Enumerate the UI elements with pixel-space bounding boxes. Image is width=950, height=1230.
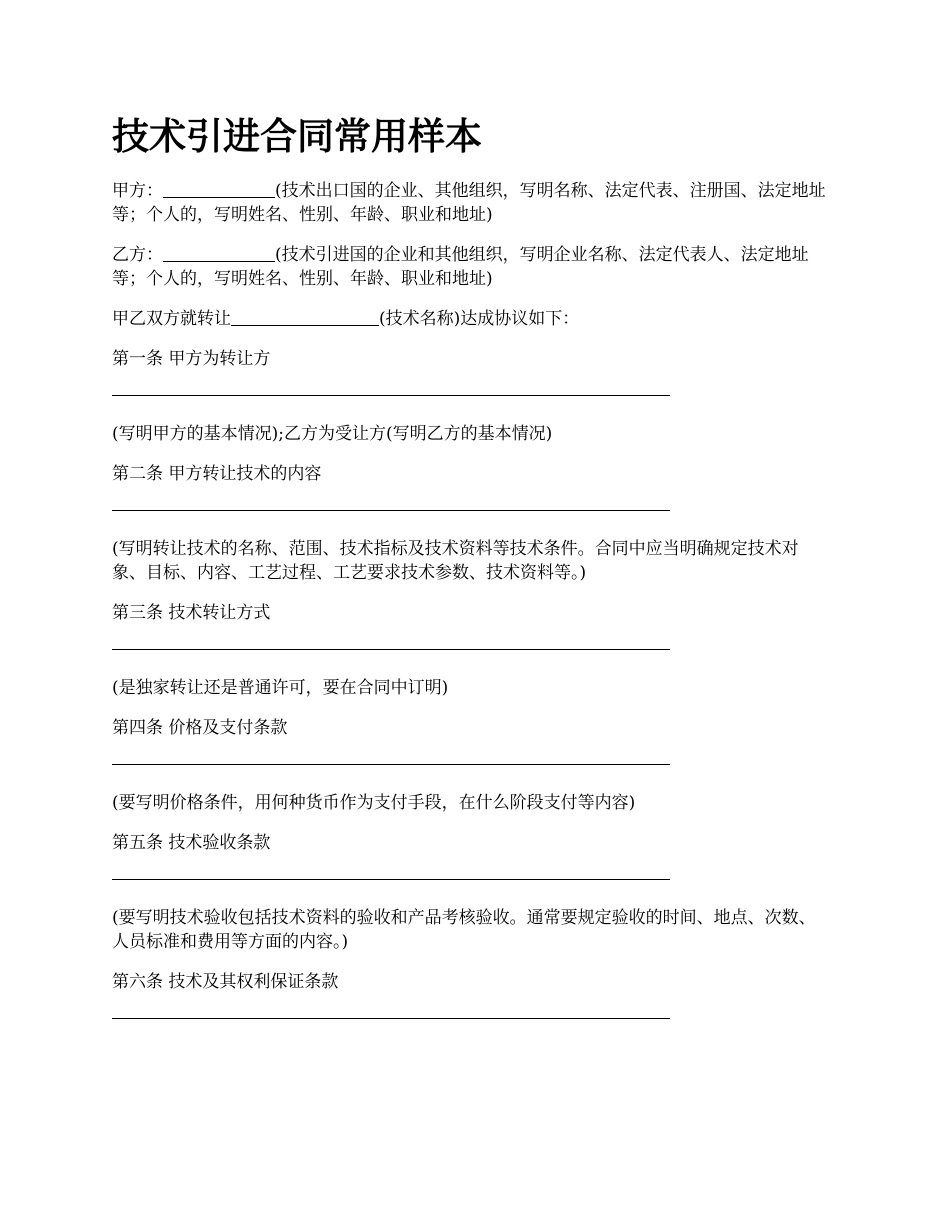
article-1-fill-line	[112, 395, 670, 396]
agreement-paragraph	[112, 307, 828, 331]
article-2-heading: 第二条 甲方转让技术的内容	[112, 464, 322, 484]
article-5-heading: 第五条 技术验收条款	[112, 833, 271, 853]
party-a-note: (技术出口国的企业、其他组织，写明名称、法定代表、注册国、法定地址等；个人的，写明姓名、性别、年龄、职业和地址)	[112, 181, 826, 225]
agreement-suffix: (技术名称)达成协议如下：	[379, 309, 580, 329]
article-3-fill-line	[112, 649, 670, 650]
technology-name-blank	[231, 307, 379, 326]
article-3-heading: 第三条 技术转让方式	[112, 603, 271, 623]
party-b-label: 乙方：	[112, 245, 163, 265]
party-a-blank	[163, 179, 275, 198]
article-2-fill-line	[112, 510, 670, 511]
article-1-note: (写明甲方的基本情况);乙方为受让方(写明乙方的基本情况)	[112, 424, 553, 444]
party-a-label: 甲方：	[112, 181, 163, 201]
article-2-note: (写明转让技术的名称、范围、技术指标及技术资料等技术条件。合同中应当明确规定技术对象、目标、内容、工艺过程、工艺要求技术参数、技术资料等。)	[112, 539, 799, 583]
party-b-blank	[163, 243, 275, 262]
agreement-prefix: 甲乙双方就转让	[112, 309, 231, 329]
article-4-heading: 第四条 价格及支付条款	[112, 718, 288, 738]
party-b-paragraph	[112, 243, 828, 291]
document-body	[112, 179, 828, 1045]
article-1-heading: 第一条 甲方为转让方	[112, 349, 271, 369]
article-5-note: (要写明技术验收包括技术资料的验收和产品考核验收。通常要规定验收的时间、地点、次数、人员标准和费用等方面的内容。)	[112, 908, 816, 952]
article-6-fill-line	[112, 1018, 670, 1019]
party-a-paragraph	[112, 179, 828, 227]
article-6-heading: 第六条 技术及其权利保证条款	[112, 972, 339, 992]
article-4-fill-line	[112, 764, 670, 765]
article-4-note: (要写明价格条件，用何种货币作为支付手段，在什么阶段支付等内容)	[112, 793, 636, 813]
article-5-fill-line	[112, 879, 670, 880]
article-3-note: (是独家转让还是普通许可，要在合同中订明)	[112, 678, 449, 698]
document-title: 技术引进合同常用样本	[112, 114, 482, 158]
party-b-note: (技术引进国的企业和其他组织，写明企业名称、法定代表人、法定地址等；个人的，写明姓名、性别、年龄、职业和地址)	[112, 245, 809, 289]
